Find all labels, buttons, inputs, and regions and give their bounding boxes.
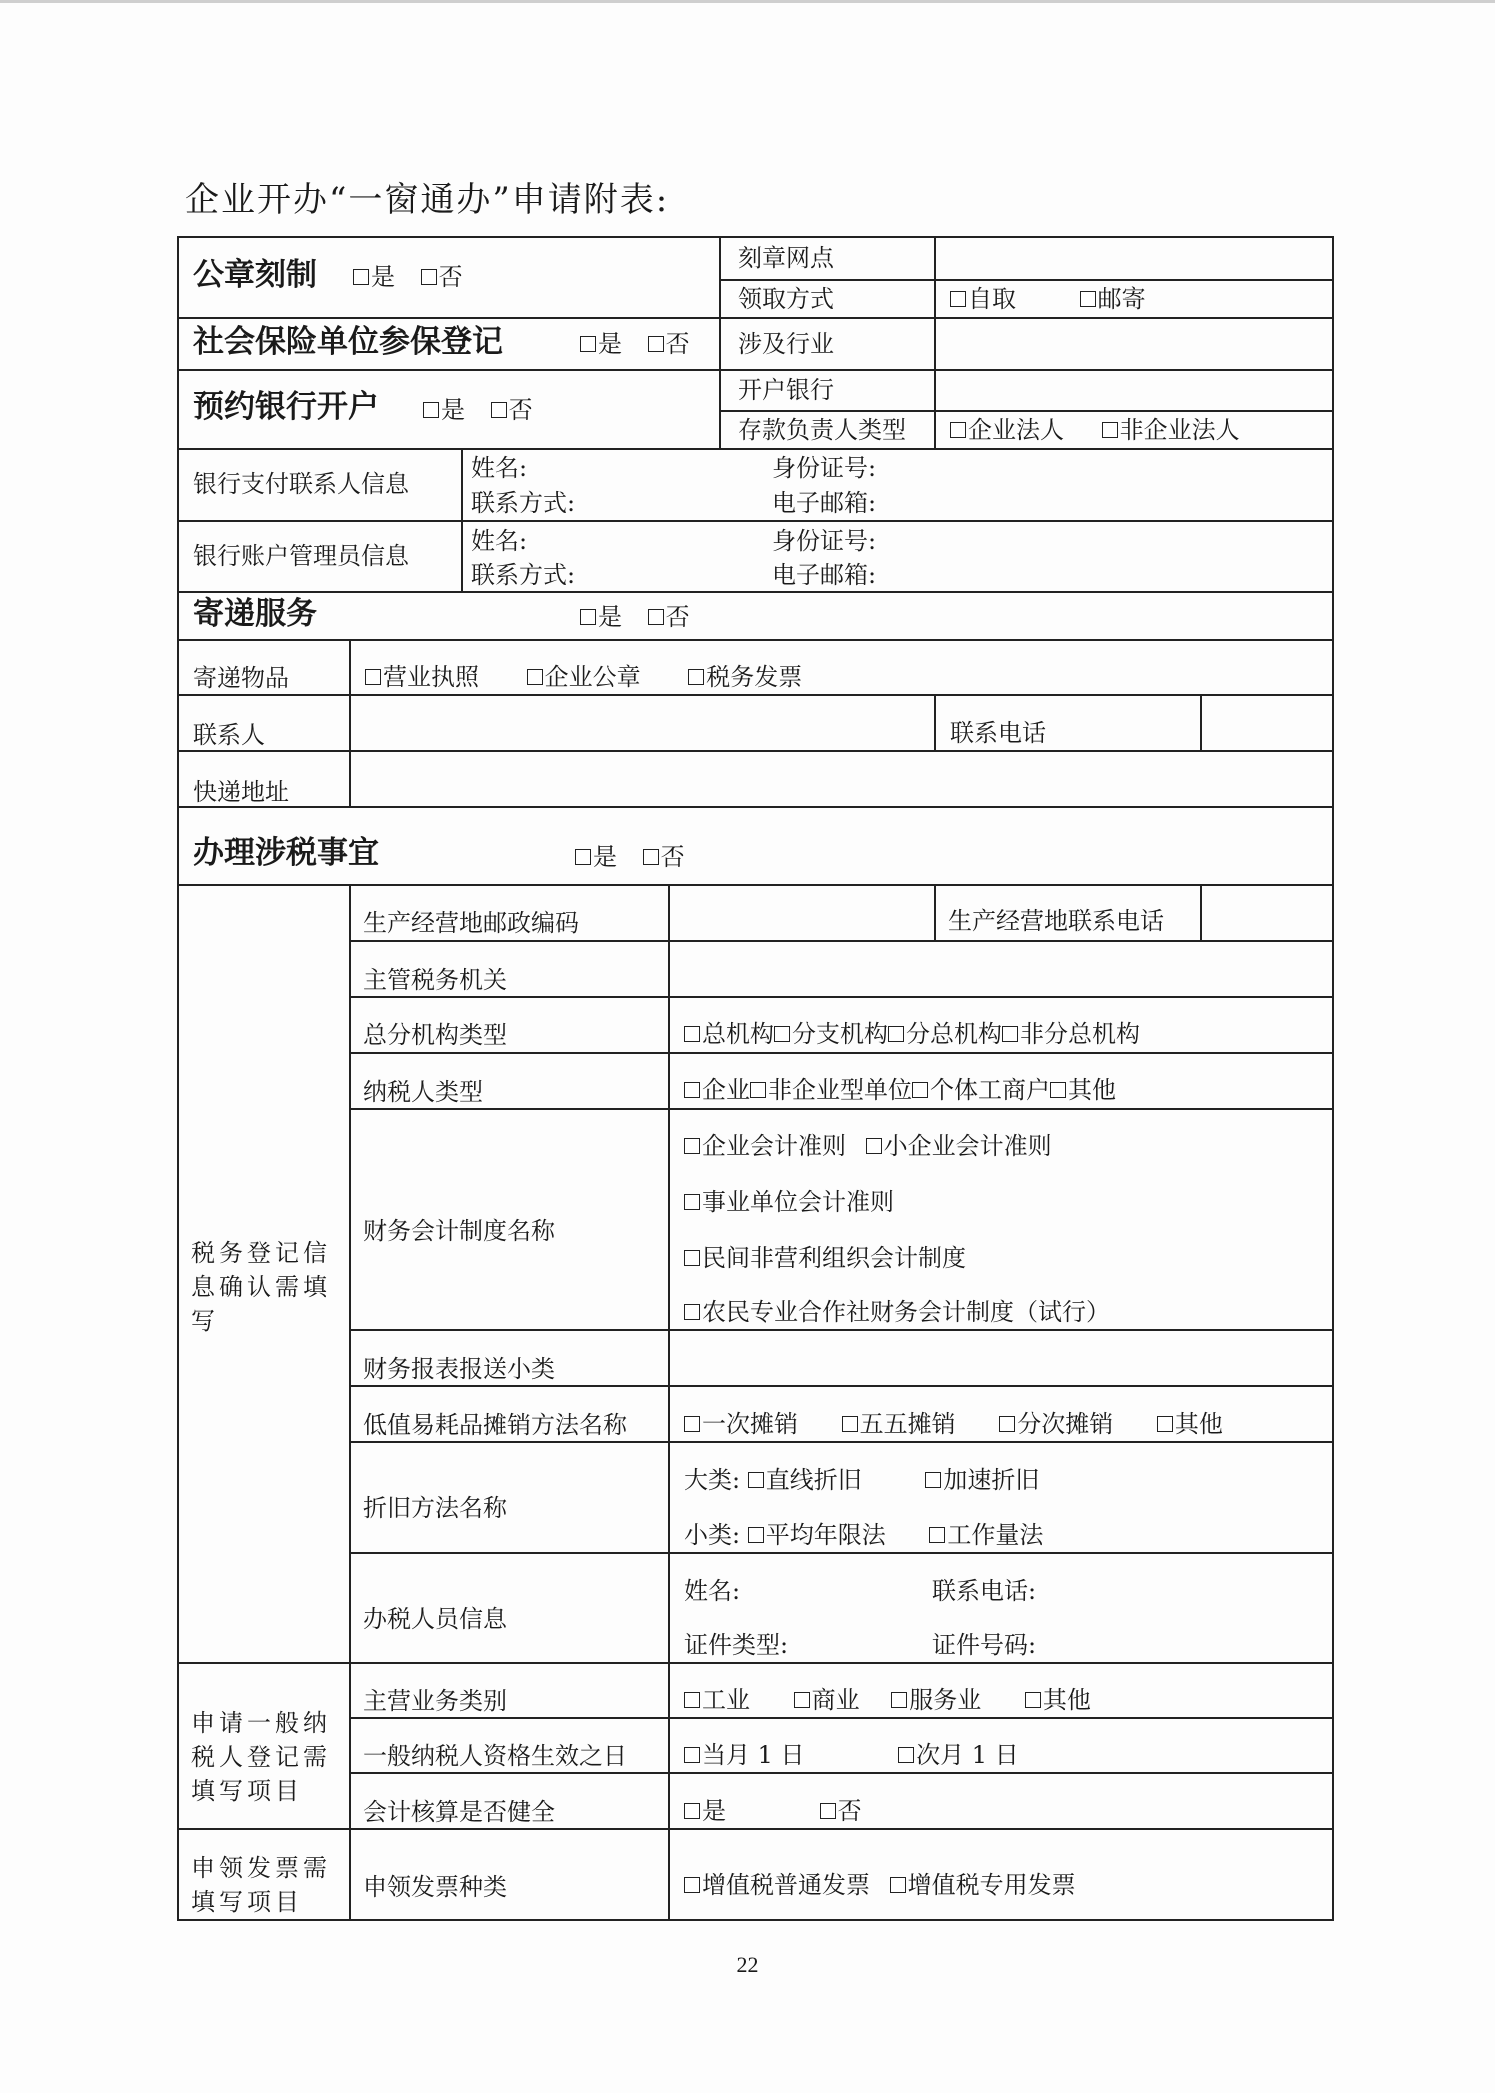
one-time-amortization-checkbox[interactable] [684,1416,700,1432]
service-checkbox[interactable] [891,1692,907,1708]
tax-registration-section-label: 税务登记信息确认需填写 [191,1239,331,1335]
col-divider [461,448,463,592]
average-life-checkbox[interactable] [748,1527,764,1543]
checkbox-label: 其他 [1174,1410,1223,1438]
workload-method-checkbox[interactable] [929,1527,945,1543]
account-admin-phone-label[interactable]: 联系方式: [471,561,576,589]
payment-contact-label: 银行支付联系人信息 [193,470,409,498]
checkbox-label: 事业单位会计准则 [702,1188,894,1216]
financial-report-label: 财务报表报送小类 [363,1355,555,1383]
checkbox-label: 是 [593,843,617,871]
accounting-sound-label: 会计核算是否健全 [363,1798,555,1826]
general-taxpayer-section-label: 申请一般纳税人登记需填写项目 [191,1709,331,1805]
tax-affairs-no-checkbox[interactable] [643,849,659,865]
business-other-checkbox[interactable] [1025,1692,1041,1708]
depreciation-minor-label: 小类: [684,1521,741,1549]
checkbox-label: 是 [598,603,622,631]
checkbox-label: 非企业法人 [1119,416,1240,444]
company-seal-checkbox[interactable] [527,669,543,685]
checkbox-label: 否 [837,1797,862,1825]
pickup-method-label: 领取方式 [738,285,834,313]
checkbox-label: 是 [371,263,395,291]
mailing-items-options [365,662,802,692]
depositor-legal-person-checkbox[interactable] [950,422,966,438]
checkbox-label: 否 [665,330,690,358]
public-institution-accounting-checkbox[interactable] [684,1194,700,1210]
col-divider [1200,694,1202,750]
social-insurance-options [580,329,690,359]
checkbox-label: 一次摊销 [702,1410,798,1438]
row-divider [349,996,1334,998]
col-divider [934,236,936,448]
business-license-checkbox[interactable] [365,669,381,685]
checkbox-label: 增值税专用发票 [907,1871,1076,1899]
checkbox-label: 平均年限法 [765,1521,886,1549]
checkbox-label: 当月 1 日 [702,1741,805,1769]
depositor-type-options [950,415,1240,445]
checkbox-label: 企业 [702,1076,750,1104]
checkbox-label: 非企业型单位 [768,1076,912,1104]
table-border-top [177,236,1334,238]
col-divider [668,884,670,1921]
depreciation-major-label: 大类: [684,1466,741,1494]
tax-staff-name-label[interactable]: 姓名: [684,1577,741,1605]
accounting-sound-options [684,1796,862,1826]
page-number: 22 [736,1952,759,1977]
accounting-options-row2 [684,1187,894,1217]
checkbox-label: 是 [441,396,465,424]
row-divider [349,1108,1334,1110]
seal-carving-options [353,262,463,292]
invoice-type-label: 申领发票种类 [363,1873,507,1901]
accounting-options-row4 [684,1297,1110,1327]
checkbox-label: 工作量法 [947,1521,1044,1549]
col-divider [1200,884,1202,940]
row-divider [349,1329,1334,1331]
checkbox-label: 否 [508,396,533,424]
tax-affairs-options [575,842,685,872]
account-admin-label: 银行账户管理员信息 [193,542,409,570]
checkbox-label: 五五摊销 [859,1410,956,1438]
checkbox-label: 其他 [1042,1686,1091,1714]
bank-account-yes-checkbox[interactable] [423,402,439,418]
pickup-self-checkbox[interactable] [950,291,966,307]
accounting-sound-no-checkbox[interactable] [820,1803,836,1819]
depositor-non-legal-person-checkbox[interactable] [1102,422,1118,438]
head-office-checkbox[interactable] [684,1026,700,1042]
row-divider [349,940,1334,942]
depreciation-major-row [684,1465,1039,1495]
checkbox-label: 否 [665,603,690,631]
tax-affairs-label: 办理涉税事宜 [193,835,379,871]
depreciation-method-label: 折旧方法名称 [363,1494,507,1522]
row-divider [349,1772,1334,1774]
checkbox-label: 直线折旧 [765,1466,862,1494]
payment-contact-phone-label[interactable]: 联系方式: [471,489,576,517]
checkbox-label: 增值税普通发票 [702,1871,870,1899]
payment-contact-id-label[interactable]: 身份证号: [772,454,877,482]
mailing-contact-label: 联系人 [193,721,265,749]
branch-type-label: 总分机构类型 [363,1021,507,1049]
nonprofit-accounting-checkbox[interactable] [684,1250,700,1266]
checkbox-label: 民间非营利组织会计制度 [702,1244,966,1272]
main-business-options [684,1685,1091,1715]
row-divider [177,317,1334,319]
row-divider [177,520,1334,522]
checkbox-label: 否 [438,263,463,291]
pickup-mail-checkbox[interactable] [1080,291,1096,307]
table-border-right [1332,236,1334,1921]
row-divider [349,1441,1334,1443]
accounting-sound-yes-checkbox[interactable] [684,1803,700,1819]
checkbox-label: 服务业 [909,1686,982,1714]
row-divider [349,1717,1334,1719]
taxpayer-other-checkbox[interactable] [1050,1082,1066,1098]
tax-affairs-yes-checkbox[interactable] [575,849,591,865]
small-enterprise-accounting-checkbox[interactable] [866,1138,882,1154]
checkbox-label: 分支机构 [792,1020,888,1048]
invoice-type-options [684,1870,1076,1900]
checkbox-label: 分次摊销 [1017,1410,1114,1438]
vat-ordinary-invoice-checkbox[interactable] [684,1877,700,1893]
checkbox-label: 农民专业合作社财务会计制度（试行） [702,1298,1110,1326]
tax-staff-idno-label[interactable]: 证件号码: [932,1631,1037,1659]
row-divider [177,448,1334,450]
straight-line-checkbox[interactable] [748,1472,764,1488]
fifty-fifty-amortization-checkbox[interactable] [842,1416,858,1432]
checkbox-label: 次月 1 日 [916,1741,1019,1769]
checkbox-label: 企业会计准则 [702,1132,846,1160]
business-phone-label: 生产经营地联系电话 [948,907,1164,935]
accounting-options-row1 [684,1131,1052,1161]
row-divider [349,1552,1334,1554]
non-branch-checkbox[interactable] [1002,1026,1018,1042]
checkbox-label: 企业法人 [968,416,1064,444]
social-insurance-no-checkbox[interactable] [648,336,664,352]
accounting-options-row3 [684,1243,966,1273]
industry-label: 涉及行业 [738,330,834,358]
checkbox-label: 是 [598,330,622,358]
vat-special-invoice-checkbox[interactable] [890,1877,906,1893]
mailing-no-checkbox[interactable] [648,609,664,625]
checkbox-label: 其他 [1068,1076,1116,1104]
mailing-service-label: 寄递服务 [193,596,317,632]
seal-carving-label: 公章刻制 [193,257,317,293]
row-divider [349,1052,1334,1054]
amortization-other-checkbox[interactable] [1157,1416,1173,1432]
opening-bank-label: 开户银行 [738,376,834,404]
installment-amortization-checkbox[interactable] [999,1416,1015,1432]
individual-business-checkbox[interactable] [912,1082,928,1098]
seal-no-checkbox[interactable] [421,269,437,285]
checkbox-label: 自取 [968,285,1016,313]
account-admin-id-label[interactable]: 身份证号: [772,527,877,555]
enterprise-accounting-checkbox[interactable] [684,1138,700,1154]
col-divider [349,639,351,806]
tax-authority-label: 主管税务机关 [363,966,507,994]
effective-date-label: 一般纳税人资格生效之日 [363,1742,627,1770]
social-insurance-label: 社会保险单位参保登记 [193,324,503,360]
mailing-service-options [580,602,690,632]
checkbox-label: 邮寄 [1097,285,1146,313]
sub-head-office-checkbox[interactable] [888,1026,904,1042]
checkbox-label: 税务发票 [706,663,803,691]
row-divider [719,410,1334,412]
row-divider [719,279,1334,281]
delivery-address-label: 快递地址 [193,778,289,806]
cooperative-accounting-checkbox[interactable] [684,1304,700,1320]
checkbox-label: 工业 [702,1686,750,1714]
postcode-label: 生产经营地邮政编码 [363,909,579,937]
checkbox-label: 总机构 [702,1020,774,1048]
page-top-edge [0,0,1495,3]
table-border-left [177,236,179,1921]
account-admin-email-label[interactable]: 电子邮箱: [772,561,877,589]
tax-staff-idtype-label[interactable]: 证件类型: [684,1631,789,1659]
branch-type-options [684,1019,1140,1049]
col-divider [934,694,936,750]
bank-account-label: 预约银行开户 [193,389,379,425]
row-divider [177,806,1334,808]
bank-account-options [423,395,533,425]
seal-outlet-label: 刻章网点 [738,244,834,272]
mailing-yes-checkbox[interactable] [580,609,596,625]
social-insurance-yes-checkbox[interactable] [580,336,596,352]
checkbox-label: 营业执照 [383,663,479,691]
checkbox-label: 企业公章 [544,663,641,691]
account-admin-name-label[interactable]: 姓名: [471,527,528,555]
row-divider [177,369,1334,371]
payment-contact-email-label[interactable]: 电子邮箱: [772,489,877,517]
main-business-label: 主营业务类别 [363,1687,507,1715]
checkbox-label: 个体工商户 [930,1076,1050,1104]
checkbox-label: 非分总机构 [1020,1020,1140,1048]
tax-staff-label: 办税人员信息 [363,1605,507,1633]
checkbox-label: 否 [660,843,685,871]
checkbox-label: 是 [702,1797,726,1825]
page-title: 企业开办“一窗通办”申请附表: [185,180,670,220]
payment-contact-name-label[interactable]: 姓名: [471,454,528,482]
col-divider [349,884,351,1921]
low-value-amortization-label: 低值易耗品摊销方法名称 [363,1411,627,1439]
enterprise-checkbox[interactable] [684,1082,700,1098]
mailing-items-label: 寄递物品 [193,664,289,692]
col-divider [934,884,936,940]
checkbox-label: 商业 [811,1686,860,1714]
checkbox-label: 小企业会计准则 [883,1132,1052,1160]
col-divider [719,236,721,448]
tax-staff-phone-label[interactable]: 联系电话: [932,1577,1037,1605]
checkbox-label: 加速折旧 [943,1466,1040,1494]
seal-yes-checkbox[interactable] [353,269,369,285]
bank-account-no-checkbox[interactable] [491,402,507,418]
mailing-phone-label: 联系电话 [950,719,1046,747]
next-month-checkbox[interactable] [898,1747,914,1763]
commerce-checkbox[interactable] [794,1692,810,1708]
depositor-type-label: 存款负责人类型 [738,416,906,444]
accelerated-depreciation-checkbox[interactable] [925,1472,941,1488]
row-divider [177,591,1334,593]
tax-invoice-checkbox[interactable] [688,669,704,685]
branch-office-checkbox[interactable] [774,1026,790,1042]
invoice-section-label: 申领发票需填写项目 [191,1854,331,1916]
non-enterprise-unit-checkbox[interactable] [750,1082,766,1098]
pickup-method-options [950,284,1146,314]
taxpayer-type-label: 纳税人类型 [363,1078,483,1106]
effective-date-options [684,1740,1019,1770]
checkbox-label: 分总机构 [906,1020,1002,1048]
taxpayer-type-options [684,1075,1116,1105]
low-value-amortization-options [684,1409,1223,1439]
current-month-checkbox[interactable] [684,1747,700,1763]
depreciation-minor-row [684,1520,1043,1550]
row-divider [349,1385,1334,1387]
industry-checkbox[interactable] [684,1692,700,1708]
accounting-system-label: 财务会计制度名称 [363,1217,555,1245]
